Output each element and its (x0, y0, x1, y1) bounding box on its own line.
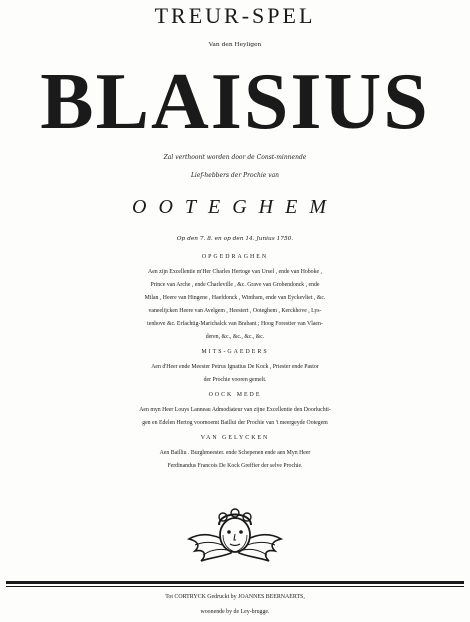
imprint-line-1: Tot CORTRYCK Gedruckt by JOANNES BEERNAERTS, (165, 594, 305, 600)
dedication-line: Aen zijn Excellentie m'Her Charles Hertoge van Ursel , ende van Hoboke , (148, 269, 322, 275)
mits-gaeders-line: Aen d'Heer ende Meester Petrus Ignatius De Kock , Priester ende Pastor (151, 364, 319, 370)
dedication-line: Prince van Arche , ende Charleville , &c. Grave van Grobendonck , ende (150, 282, 320, 288)
imprint-rule-thin (6, 586, 464, 587)
play-title: TREUR-SPEL (154, 3, 316, 28)
dedication-line: Milan , Heere van Hingene , Haefdonck , Winthsm, ende van Eyckevliet , &c. (144, 295, 326, 301)
dedication-line: deren, &c., &c., &c., &c. (205, 334, 265, 340)
van-gelycken-line: Aen Bailliu . Burghmeester. ende Schepenen ende aen Myn Heer (159, 450, 311, 456)
dedication-heading: OPGEDRAGHEN (201, 254, 269, 260)
performance-place: OOTEGHEM (132, 196, 338, 218)
oock-mede-line: gen en Edelen Hertog voornoemt Baillui der Prochie van 't meergeyde Ootegem (142, 420, 328, 426)
oock-mede-heading: OOCK MEDE (208, 392, 262, 398)
mits-gaeders-line: der Prochie vooren gemelt. (203, 377, 267, 383)
performance-date: Op den 7. 8. en op den 14. Junius 1750. (176, 236, 294, 242)
imprint-line-2: woonende by de Ley-brugge. (200, 609, 270, 615)
performance-line-2: Lief-hebbers der Prochie van (190, 172, 280, 179)
performance-line-1: Zal verthoont worden door de Const-minnende (163, 154, 307, 161)
play-subtitle: Van den Heyligen (208, 42, 262, 48)
dedication-line: tenhove &c. Erfachtig-Marichalck van Brabant ; Hoog Forestier van Vlaen- (147, 321, 323, 327)
winged-cherub-head-icon (185, 505, 285, 571)
oock-mede-line: Aen myn Heer Louys Lanneau Admodiateur van zijne Excellentie den Doorluchti- (139, 407, 331, 413)
dedication-line: vaneelijcken Heere van Avelgem , Heestert , Ooteghem , Kerckhove , Lys- (148, 308, 322, 314)
imprint-rule-thick (6, 581, 464, 584)
van-gelycken-heading: VAN GELYCKEN (200, 435, 270, 441)
van-gelycken-line: Ferdinandus Francois De Kock Greffier der selve Prochie. (167, 463, 303, 469)
saint-name-title: BLAISIUS (40, 58, 430, 146)
mits-gaeders-heading: MITS-GAEDERS (201, 349, 269, 355)
